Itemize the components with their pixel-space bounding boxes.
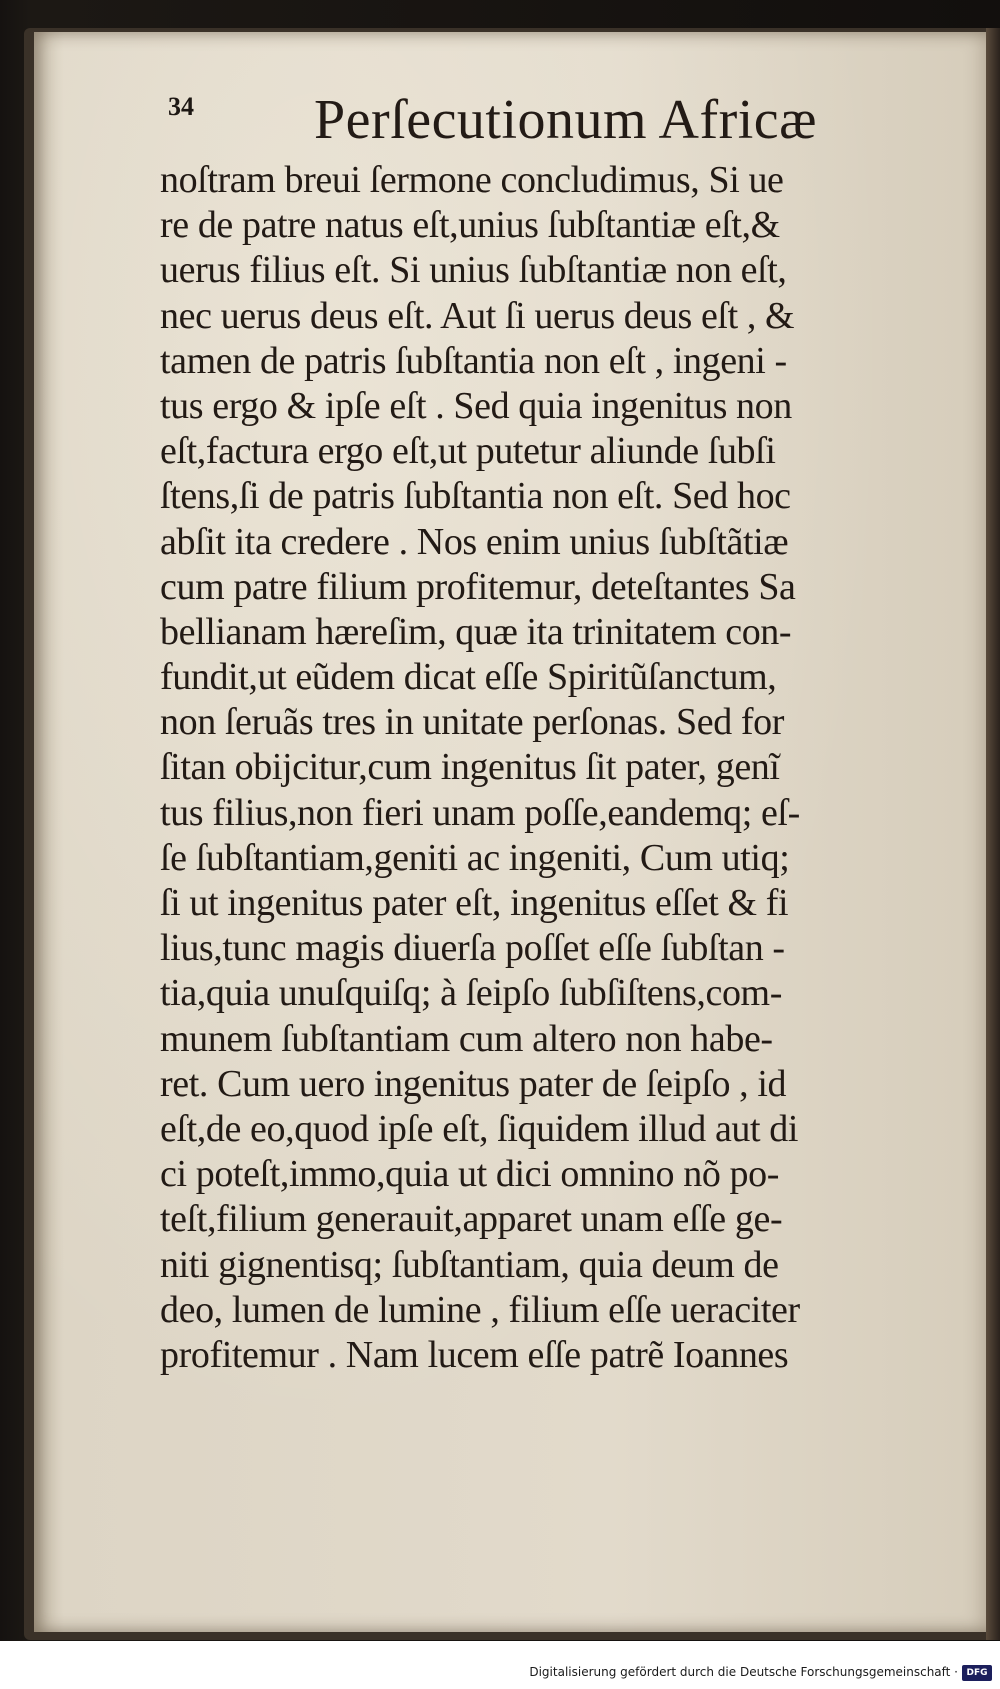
text-line: abſit ita credere . Nos enim unius ſubſtãtiæ [160, 520, 789, 563]
text-line: ſe ſubſtantiam,geniti ac ingeniti, Cum utiq; [160, 836, 790, 879]
text-line: tia,quia unuſquiſq; à ſeipſo ſubſiſtens,com- [160, 972, 782, 1015]
text-line: tus ergo & ipſe eſt . Sed quia ingenitus non [160, 384, 792, 427]
page-number: 34 [168, 92, 194, 121]
text-line: niti gignentisq; ſubſtantiam, quia deum de [160, 1243, 779, 1286]
footer-credit: Digitalisierung gefördert durch die Deutsche Forschungsgemeinschaft · [529, 1665, 958, 1679]
text-line: profitemur . Nam lucem eſſe patrẽ Ioannes [160, 1333, 789, 1376]
digitization-footer [0, 1641, 1000, 1689]
text-line: re de patre natus eſt,unius ſubſtantiæ eſt,& [160, 204, 780, 247]
text-line: non ſeruãs tres in unitate perſonas. Sed for [160, 701, 785, 744]
text-line: nec uerus deus eſt. Aut ſi uerus deus eſt , & [160, 294, 795, 337]
text-line: munem ſubſtantiam cum altero non habe- [160, 1017, 773, 1060]
text-line: lius,tunc magis diuerſa poſſet eſſe ſubſtan - [160, 927, 785, 970]
text-line: eſt,factura ergo eſt,ut putetur aliunde ſubſi [160, 430, 776, 473]
text-line: fundit,ut eũdem dicat eſſe Spiritũſanctum, [160, 656, 777, 699]
running-head: Perſecutionum Africæ [314, 89, 818, 151]
text-line: ſi ut ingenitus pater eſt, ingenitus eſſet & fi [160, 882, 789, 924]
body-text [160, 158, 912, 1378]
text-line: deo, lumen de lumine , filium eſſe ueraciter [160, 1288, 800, 1331]
text-line: eſt,de eo,quod ipſe eſt, ſiquidem illud aut di [160, 1107, 799, 1150]
binding-edge [986, 28, 1000, 1640]
text-line: ret. Cum uero ingenitus pater de ſeipſo , id [160, 1062, 787, 1105]
text-line: noſtram breui ſermone concludimus, Si ue [160, 159, 784, 201]
text-line: teſt,filium generauit,apparet unam eſſe ge- [160, 1198, 783, 1241]
dfg-logo: DFG [962, 1665, 992, 1681]
text-line: cum patre filium profitemur, deteſtantes Sa [160, 565, 796, 608]
text-line: ſitan obijcitur,cum ingenitus ſit pater, genĩ [160, 746, 780, 789]
text-line: bellianam hæreſim, quæ ita trinitatem con- [160, 610, 792, 653]
text-line: ſtens,ſi de patris ſubſtantia non eſt. Sed hoc [160, 475, 791, 518]
text-line: tus filius,non fieri unam poſſe,eandemq; eſ- [160, 791, 800, 834]
text-line: ci poteſt,immo,quia ut dici omnino nõ po- [160, 1153, 779, 1196]
text-line: uerus filius eſt. Si unius ſubſtantiæ non eſt, [160, 249, 787, 292]
text-line: tamen de patris ſubſtantia non eſt , ingeni - [160, 339, 787, 382]
